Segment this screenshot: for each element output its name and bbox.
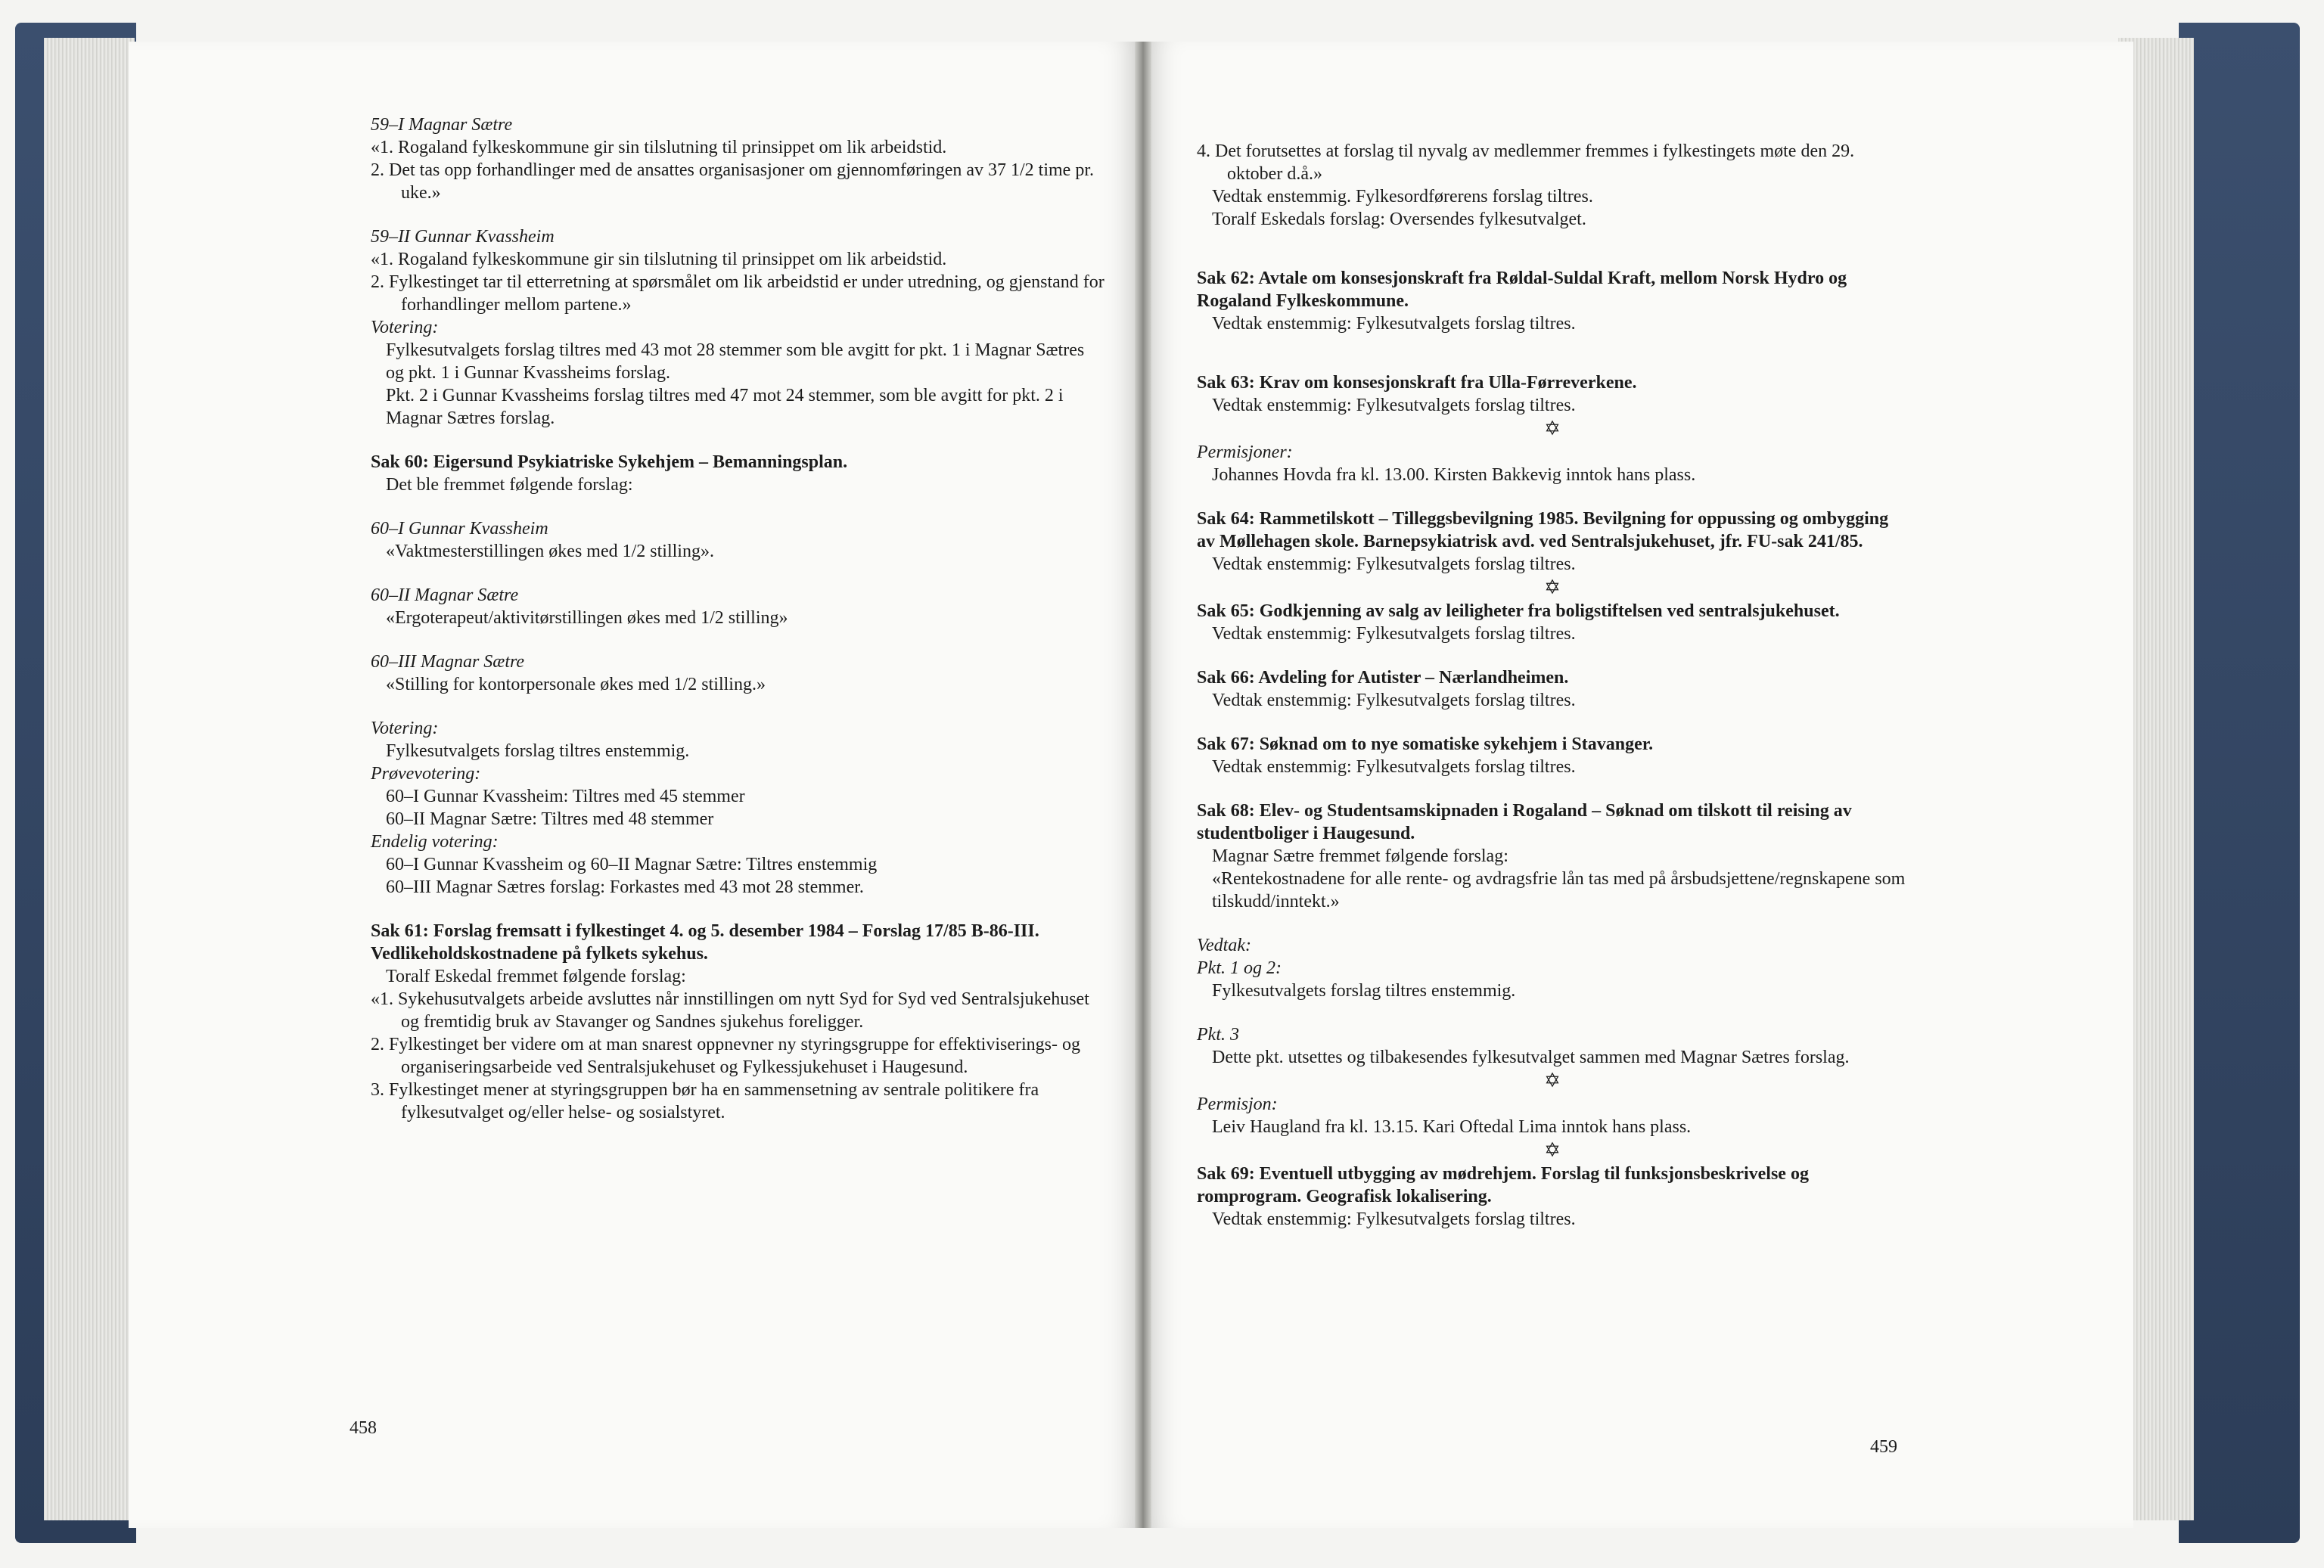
book-gutter	[1135, 42, 1151, 1528]
proposal-heading: 59–II Gunnar Kvassheim	[371, 227, 555, 247]
case-heading: Sak 69: Eventuell utbygging av mødrehjem. Forslag til funksjonsbeskrivelse og romprogram. Geografisk lokalisering.	[1197, 1164, 1809, 1206]
paragraph: Det ble fremmet følgende forslag:	[386, 475, 633, 495]
list-item: 4. Det forutsettes at forslag til nyvalg av medlemmer fremmes i fylkestingets møte den 29. oktober d.å.»	[1197, 141, 1855, 184]
paragraph: 60–II Magnar Sætre: Tiltres med 48 stemmer	[386, 809, 714, 829]
proposal-heading: 60–II Magnar Sætre	[371, 585, 519, 605]
page-number-left: 458	[350, 1418, 377, 1438]
section-label: Permisjon:	[1197, 1094, 1278, 1114]
section-label: Permisjoner:	[1197, 442, 1293, 462]
case-heading: Sak 62: Avtale om konsesjonskraft fra Røldal-Suldal Kraft, mellom Norsk Hydro og Rogaland Fylkeskommune.	[1197, 269, 1847, 311]
paragraph: 60–III Magnar Sætres forslag: Forkastes med 43 mot 28 stemmer.	[386, 877, 864, 897]
paragraph: Vedtak enstemmig: Fylkesutvalgets forslag tiltres.	[1212, 757, 1576, 777]
case-heading: Sak 67: Søknad om to nye somatiske sykehjem i Stavanger.	[1197, 734, 1654, 754]
paragraph: Vedtak enstemmig: Fylkesutvalgets forslag tiltres.	[1212, 1209, 1576, 1229]
star-divider-icon: ✡	[1544, 1070, 1561, 1091]
right-page-text	[1197, 140, 1908, 1231]
case-heading: Sak 60: Eigersund Psykiatriske Sykehjem – Bemanningsplan.	[371, 452, 848, 472]
paragraph: Johannes Hovda fra kl. 13.00. Kirsten Bakkevig inntok hans plass.	[1212, 465, 1696, 485]
proposal-heading: 60–III Magnar Sætre	[371, 652, 525, 672]
section-label: Pkt. 3	[1197, 1025, 1239, 1045]
section-label: Pkt. 1 og 2:	[1197, 958, 1282, 978]
section-label: Vedtak:	[1197, 936, 1251, 955]
page-edges-left	[44, 38, 135, 1520]
list-item: «1. Rogaland fylkeskommune gir sin tilslutning til prinsippet om lik arbeidstid.	[371, 138, 947, 157]
paragraph: Vedtak enstemmig: Fylkesutvalgets forslag tiltres.	[1212, 554, 1576, 574]
case-heading: Sak 65: Godkjenning av salg av leiligheter fra boligstiftelsen ved sentralsjukehuset.	[1197, 601, 1840, 621]
left-page-text	[371, 113, 1105, 1124]
paragraph: Vedtak enstemmig: Fylkesutvalgets forslag tiltres.	[1212, 396, 1576, 415]
list-item: 2. Fylkestinget tar til etterretning at spørsmålet om lik arbeidstid er under utredning, og gjenstand for forhandlinger mellom partene.»	[371, 272, 1105, 315]
paragraph: Vedtak enstemmig: Fylkesutvalgets forslag tiltres.	[1212, 624, 1576, 644]
paragraph: Vedtak enstemmig: Fylkesutvalgets forslag tiltres.	[1212, 691, 1576, 710]
paragraph: Toralf Eskedals forslag: Oversendes fylkesutvalget.	[1212, 210, 1586, 229]
proposal-text: «Vaktmesterstillingen økes med 1/2 stilling».	[386, 542, 714, 561]
paragraph: Leiv Haugland fra kl. 13.15. Kari Oftedal Lima inntok hans plass.	[1212, 1117, 1692, 1137]
list-item: «1. Sykehusutvalgets arbeide avsluttes når innstillingen om nytt Syd for Syd ved Sentralsjukehuset og fremtidig bruk av Stavanger og Sandnes sjukehus foreligger.	[371, 989, 1089, 1032]
book-cover-right	[2179, 23, 2300, 1543]
case-heading: Sak 61: Forslag fremsatt i fylkestinget 4. og 5. desember 1984 – Forslag 17/85 B-86-III. Vedlikeholdskostnadene på fylkets sykehus.	[371, 921, 1039, 964]
proposal-heading: 59–I Magnar Sætre	[371, 115, 513, 135]
star-divider-icon: ✡	[1544, 576, 1561, 598]
proposal-heading: 60–I Gunnar Kvassheim	[371, 519, 548, 539]
paragraph: Fylkesutvalgets forslag tiltres enstemmig.	[386, 741, 690, 761]
paragraph: 60–I Gunnar Kvassheim: Tiltres med 45 stemmer	[386, 787, 745, 806]
section-label: Prøvevotering:	[371, 764, 481, 784]
paragraph: Fylkesutvalgets forslag tiltres enstemmig.	[1212, 981, 1516, 1001]
paragraph: Vedtak enstemmig: Fylkesutvalgets forslag tiltres.	[1212, 314, 1576, 334]
paragraph: Vedtak enstemmig. Fylkesordførerens forslag tiltres.	[1212, 187, 1593, 206]
paragraph: Dette pkt. utsettes og tilbakesendes fylkesutvalget sammen med Magnar Sætres forslag.	[1212, 1048, 1850, 1067]
list-item: «1. Rogaland fylkeskommune gir sin tilslutning til prinsippet om lik arbeidstid.	[371, 250, 947, 269]
page-number-right: 459	[1870, 1437, 1897, 1457]
star-divider-icon: ✡	[1544, 1139, 1561, 1161]
paragraph: Fylkesutvalgets forslag tiltres med 43 mot 28 stemmer som ble avgitt for pkt. 1 i Magnar Sætres og pkt. 1 i Gunnar Kvassheims forslag.	[386, 340, 1085, 383]
list-item: 2. Fylkestinget ber videre om at man snarest oppnevner ny styringsgruppe for effektiviserings- og organiseringsarbeide ved Sentralsjukehuset og Fylkessjukehuset i Haugesund.	[371, 1035, 1081, 1077]
paragraph: Magnar Sætre fremmet følgende forslag:	[1212, 846, 1508, 866]
list-item: 2. Det tas opp forhandlinger med de ansattes organisasjoner om gjennomføringen av 37 1/2 time pr. uke.»	[371, 160, 1095, 203]
paragraph: 60–I Gunnar Kvassheim og 60–II Magnar Sætre: Tiltres enstemmig	[386, 855, 878, 874]
proposal-text: «Stilling for kontorpersonale økes med 1/2 stilling.»	[386, 675, 766, 694]
proposal-text: «Ergoterapeut/aktivitørstillingen økes med 1/2 stilling»	[386, 608, 788, 628]
section-label: Votering:	[371, 719, 439, 738]
case-heading: Sak 68: Elev- og Studentsamskipnaden i Rogaland – Søknad om tilskott til reising av studentboliger i Haugesund.	[1197, 801, 1852, 843]
list-item: 3. Fylkestinget mener at styringsgruppen bør ha en sammensetning av sentrale politikere fra fylkesutvalget og/eller helse- og sosialstyret.	[371, 1080, 1039, 1122]
star-divider-icon: ✡	[1544, 418, 1561, 439]
case-heading: Sak 63: Krav om konsesjonskraft fra Ulla-Førreverkene.	[1197, 373, 1637, 393]
paragraph: Pkt. 2 i Gunnar Kvassheims forslag tiltres med 47 mot 24 stemmer, som ble avgitt for pkt. 2 i Magnar Sætres forslag.	[386, 386, 1064, 428]
paragraph: Toralf Eskedal fremmet følgende forslag:	[386, 967, 686, 986]
case-heading: Sak 64: Rammetilskott – Tilleggsbevilgning 1985. Bevilgning for oppussing og ombygging av Møllehagen skole. Barnepsykiatrisk avd. ved Sentralsjukehuset, jfr. FU-sak 241/85.	[1197, 509, 1889, 551]
proposal-text: «Rentekostnadene for alle rente- og avdragsfrie lån tas med på årsbudsjettene/regnskapene som tilskudd/inntekt.»	[1212, 869, 1906, 911]
section-label: Votering:	[371, 318, 439, 337]
section-label: Endelig votering:	[371, 832, 499, 852]
case-heading: Sak 66: Avdeling for Autister – Nærlandheimen.	[1197, 668, 1569, 688]
